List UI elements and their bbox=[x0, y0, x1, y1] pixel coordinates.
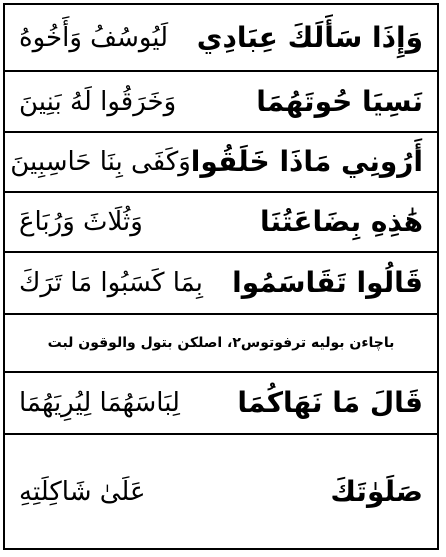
verse-row bbox=[5, 70, 437, 131]
verse-right-text: صَلَوٰتَكَ bbox=[330, 474, 423, 508]
verse-right-text: وَإِذَا سَأَلَكَ عِبَادِي bbox=[196, 20, 423, 54]
verse-left-text: عَلَىٰ شَاكِلَتِهِ bbox=[19, 476, 146, 507]
verse-left-text: لِبَاسَهُمَا لِيُرِيَهُمَا bbox=[19, 388, 180, 418]
verse-right-text: أَرُونِي مَاذَا خَلَقُوا bbox=[190, 145, 423, 178]
verse-right-text: قَالُوا تَقَاسَمُوا bbox=[232, 266, 423, 299]
explanatory-note: باچاءن بوليه ترفوتوس٢، اصلكن بتول والوقون لبت bbox=[5, 313, 437, 371]
verse-left-text: وَخَرَقُوا لَهُ بَنِينَ bbox=[19, 86, 177, 117]
verse-row bbox=[5, 191, 437, 251]
verse-table bbox=[3, 3, 439, 550]
verse-left-text: وَكَفَى بِنَا حَاسِبِينَ bbox=[10, 147, 191, 177]
verse-right-text: قَالَ مَا نَهَاكُمَا bbox=[237, 386, 423, 419]
verse-row bbox=[5, 251, 437, 313]
verse-row bbox=[5, 433, 437, 548]
verse-row bbox=[5, 371, 437, 433]
verse-left-text: بِمَا كَسَبُوا مَا تَرَكَ bbox=[19, 268, 203, 298]
verse-left-text: وَثُلَاثَ وَرُبَاعَ bbox=[19, 207, 143, 237]
verse-right-text: هَٰذِهِ بِضَاعَتُنَا bbox=[260, 205, 423, 238]
verse-right-text: نَسِيَا حُوتَهُمَا bbox=[256, 84, 423, 118]
verse-left-text: لَيُوسُفُ وَأَخُوهُ bbox=[19, 22, 169, 53]
verse-row bbox=[5, 5, 437, 70]
verse-row bbox=[5, 131, 437, 191]
